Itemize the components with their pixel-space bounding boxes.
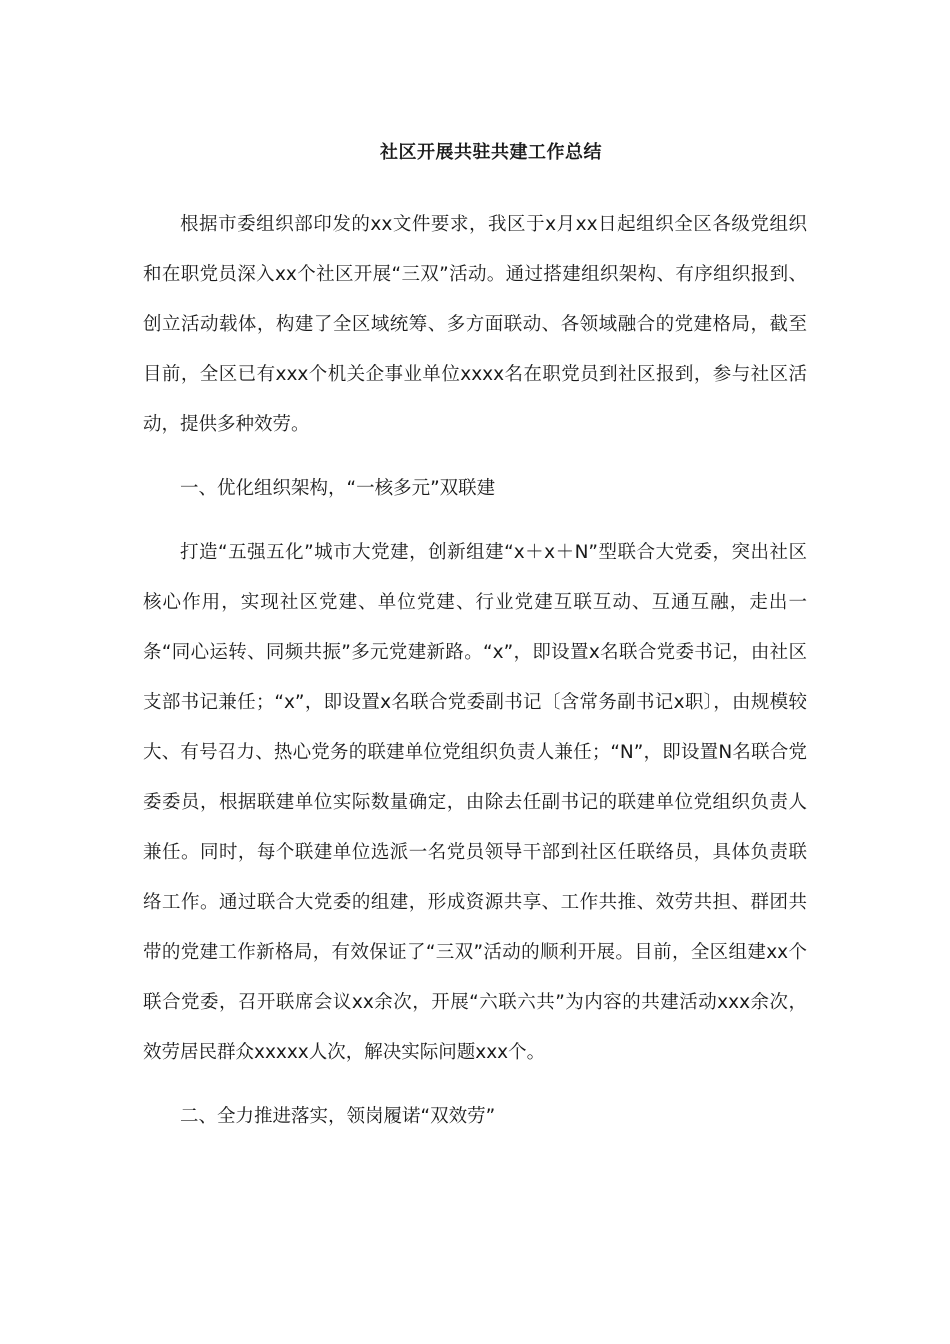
section-1-heading: 一、优化组织架构，“一核多元”双联建 xyxy=(180,478,496,499)
section-2-heading: 二、全力推进落实，领岗履诺“双效劳” xyxy=(180,1106,496,1127)
document-body xyxy=(143,200,807,1142)
intro-paragraph: 根据市委组织部印发的xx文件要求，我区于x月xx日起组织全区各级党组织和在职党员深入xx个社区开展“三双”活动。通过搭建组织架构、有序组织报到、创立活动载体，构建了全区域统筹、多方面联动、各领域融合的党建格局，截至目前，全区已有xxx个机关企事业单位xxxx名在职党员到社区报到，参与社区活动，提供多种效劳。 xyxy=(143,214,807,435)
section-1-paragraph: 打造“五强五化”城市大党建，创新组建“x＋x＋N”型联合大党委，突出社区核心作用，实现社区党建、单位党建、行业党建互联互动、互通互融，走出一条“同心运转、同频共振”多元党建新路。“x”，即设置x名联合党委书记，由社区支部书记兼任；“x”，即设置x名联合党委副书记〔含常务副书记x职〕，由规模较大、有号召力、热心党务的联建单位党组织负责人兼任；“N”，即设置N名联合党委委员，根据联建单位实际数量确定，由除去任副书记的联建单位党组织负责人兼任。同时，每个联建单位选派一名党员领导干部到社区任联络员，具体负责联络工作。通过联合大党委的组建，形成资源共享、工作共推、效劳共担、群团共带的党建工作新格局，有效保证了“三双”活动的顺利开展。目前，全区组建xx个联合党委，召开联席会议xx余次，开展“六联六共”为内容的共建活动xxx余次，效劳居民群众xxxxx人次，解决实际问题xxx个。 xyxy=(143,542,807,1063)
document-title: 社区开展共驻共建工作总结 xyxy=(380,142,602,163)
